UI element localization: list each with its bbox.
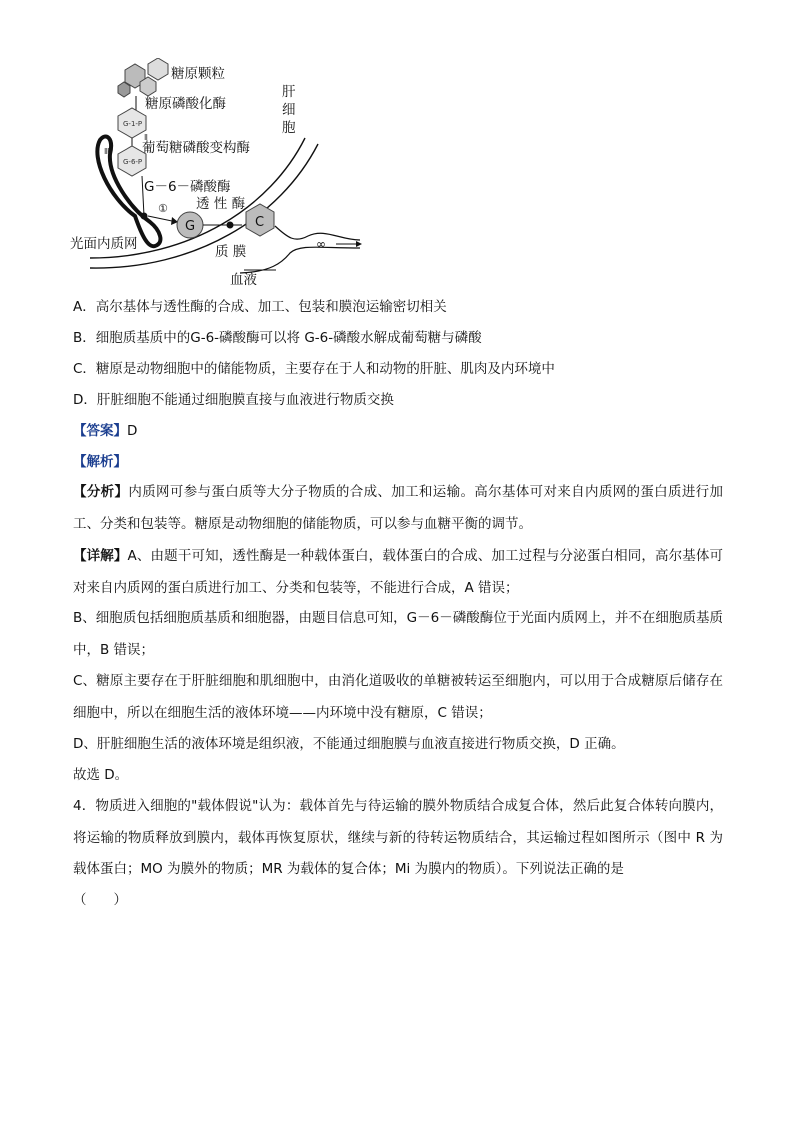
flow-symbol: ∞ (316, 237, 326, 251)
question-4-blank: （ ） (73, 892, 127, 908)
option-c: C．糖原是动物细胞中的储能物质，主要存在于人和动物的肝脏、肌肉及内环境中 (73, 361, 555, 377)
answer-tag: 【答案】 (73, 423, 127, 439)
liver-cell-diagram-svg (70, 58, 370, 290)
label-g6pase: G－6－磷酸酶 (144, 179, 231, 195)
analysis-paragraph (73, 477, 723, 540)
label-smooth-er: 光面内质网 (70, 236, 138, 252)
detail-a-paragraph (73, 541, 723, 604)
vessel-lower (240, 247, 360, 273)
answer-value: D (127, 423, 138, 439)
analysis-heading (73, 452, 127, 472)
analysis-text: 内质网可参与蛋白质等大分子物质的合成、加工和运输。高尔基体可对来自内质网的蛋白质进行加工、分类和包装等。糖原是动物细胞的储能物质，可以参与血糖平衡的调节。 (73, 484, 724, 532)
label-phosphoglucomutase: 葡萄糖磷酸变构酶 (142, 140, 250, 156)
flow-arrowhead (356, 241, 362, 247)
detail-conclusion: 故选 D。 (73, 767, 129, 783)
g-circle-label: G (185, 219, 196, 234)
detail-tag: 【详解】 (73, 548, 128, 564)
permease-dot (227, 222, 234, 229)
arrow-to-g (148, 216, 172, 221)
marker-ii: Ⅱ (144, 133, 148, 142)
answer-line (73, 421, 137, 441)
marker-1: ① (158, 202, 168, 215)
analysis-tag: 【分析】 (73, 484, 129, 500)
marker-iii: Ⅲ (104, 147, 110, 156)
label-liver-cell-2: 细 (282, 102, 296, 118)
label-liver-cell-1: 肝 (282, 84, 296, 100)
label-glycogen-granule: 糖原颗粒 (171, 66, 225, 82)
g1p-label: G-1-P (123, 120, 143, 128)
detail-a-text: A、由题干可知，透性酶是一种载体蛋白，载体蛋白的合成、加工过程与分泌蛋白相同，高尔基体可对来自内质网的蛋白质进行加工、分类和包装等，不能进行合成，A 错误； (73, 548, 724, 596)
detail-b-paragraph: B、细胞质包括细胞质基质和细胞器，由题目信息可知，G－6－磷酸酶位于光面内质网上，并不在细胞质基质中，B 错误； (73, 610, 723, 658)
option-b: B．细胞质基质中的G-6-磷酸酶可以将 G-6-磷酸水解成葡萄糖与磷酸 (73, 330, 482, 346)
detail-c-paragraph: C、糖原主要存在于肝脏细胞和肌细胞中，由消化道吸收的单糖被转运至细胞内，可以用于合成糖原后储存在细胞中，所以在细胞生活的液体环境——内环境中没有糖原，C 错误； (73, 673, 723, 721)
option-a: A．高尔基体与透性酶的合成、加工、包装和膜泡运输密切相关 (73, 299, 447, 315)
label-glycogen-phosphorylase: 糖原磷酸化酶 (145, 96, 226, 112)
analysis-heading-tag: 【解析】 (73, 454, 127, 470)
label-permease: 透 性 酶 (196, 196, 246, 212)
c-hex-label: C (255, 215, 265, 230)
liver-cell-diagram (70, 58, 370, 290)
granule-hex-4 (118, 82, 130, 97)
option-d: D．肝脏细胞不能通过细胞膜直接与血液进行物质交换 (73, 392, 394, 408)
question-4-stem: 4．物质进入细胞的"载体假说"认为：载体首先与待运输的膜外物质结合成复合体，然后此复合体转向膜内，将运输的物质释放到膜内，载体再恢复原状，继续与新的待转运物质结合，其运输过程如图所示（图中 R 为载体蛋白；MO 为膜外的物质；MR 为载体的复合体；Mi 为膜内的物质）。下列说法正确的是 (73, 798, 723, 877)
granule-hex-2 (148, 58, 168, 80)
label-membrane: 质 膜 (215, 244, 247, 260)
label-blood: 血液 (230, 272, 257, 288)
detail-d-paragraph: D、肝脏细胞生活的液体环境是组织液，不能通过细胞膜与血液直接进行物质交换，D 正确。 (73, 736, 625, 752)
label-liver-cell-3: 胞 (282, 120, 296, 136)
g6p-label: G-6-P (123, 158, 143, 166)
g6pase-dot (141, 213, 148, 220)
